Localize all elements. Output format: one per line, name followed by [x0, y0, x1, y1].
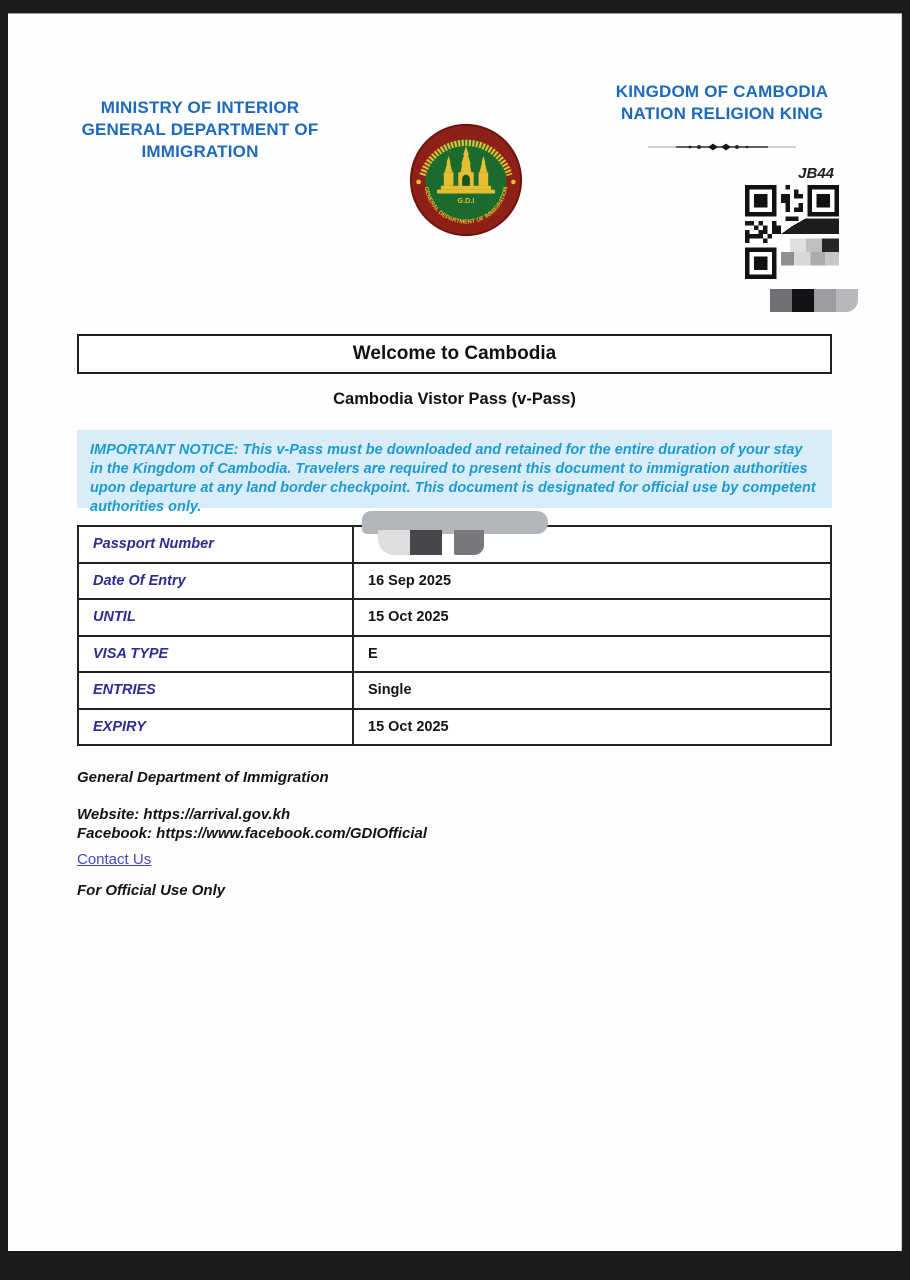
- welcome-title-box: [77, 334, 832, 374]
- table-row-passport: [79, 527, 830, 562]
- row-value: 16 Sep 2025: [368, 572, 452, 589]
- kingdom-line-1: KINGDOM OF CAMBODIA: [615, 82, 829, 101]
- website-line: Website: https://arrival.gov.kh: [77, 806, 291, 823]
- row-label: ENTRIES: [79, 673, 354, 708]
- passport-number-redacted: [362, 511, 552, 561]
- row-label: VISA TYPE: [79, 637, 354, 672]
- qr-code: [745, 185, 839, 279]
- contact-us-link[interactable]: Contact Us: [77, 851, 152, 868]
- page-title: Welcome to Cambodia: [352, 343, 557, 364]
- row-value: Single: [368, 682, 412, 699]
- document-subtitle: Cambodia Vistor Pass (v-Pass): [333, 390, 576, 408]
- row-value: 15 Oct 2025: [368, 718, 449, 735]
- row-label: Date Of Entry: [79, 564, 354, 599]
- gdi-emblem-icon: [408, 122, 524, 238]
- ministry-line-1: MINISTRY OF INTERIOR: [100, 98, 300, 117]
- table-row-expiry: [79, 708, 830, 745]
- table-row-visa-type: [79, 635, 830, 672]
- official-use-note: For Official Use Only: [77, 882, 226, 899]
- department-signature: General Department of Immigration: [77, 769, 329, 786]
- row-label: Passport Number: [79, 527, 354, 562]
- table-row-date-of-entry: [79, 562, 830, 599]
- ministry-header: [68, 97, 332, 163]
- row-label: UNTIL: [79, 600, 354, 635]
- important-notice: IMPORTANT NOTICE: This v-Pass must be downloaded and retained for the entire duration of your stay in the Kingdom of Cambodia. Travelers are required to present this document to immigration authorities upon departure at any land border checkpoint. This document is designated for official use by competent authorities only.: [77, 430, 832, 508]
- row-value: [354, 527, 830, 562]
- document-page: [8, 13, 902, 1251]
- ministry-line-2: GENERAL DEPARTMENT OF: [81, 120, 319, 139]
- gdi-ring-text: GENERAL DEPARTMENT OF IMMIGRATION: [422, 186, 510, 226]
- redaction-strip: [770, 289, 858, 312]
- visa-details-table: [77, 525, 832, 746]
- kingdom-header: [598, 81, 846, 125]
- form-code: JB44: [798, 165, 834, 182]
- row-value: E: [368, 645, 378, 662]
- kingdom-line-2: NATION RELIGION KING: [620, 104, 823, 123]
- facebook-line: Facebook: https://www.facebook.com/GDIOfficial: [77, 825, 428, 842]
- row-value: 15 Oct 2025: [368, 609, 449, 626]
- ornament-divider-icon: [642, 140, 802, 154]
- row-label: EXPIRY: [79, 710, 354, 745]
- table-row-entries: [79, 671, 830, 708]
- ministry-line-3: IMMIGRATION: [141, 142, 259, 161]
- table-row-until: [79, 598, 830, 635]
- qr-redaction-overlay: [781, 219, 839, 279]
- gdi-abbr-text: G.D.I: [457, 196, 475, 206]
